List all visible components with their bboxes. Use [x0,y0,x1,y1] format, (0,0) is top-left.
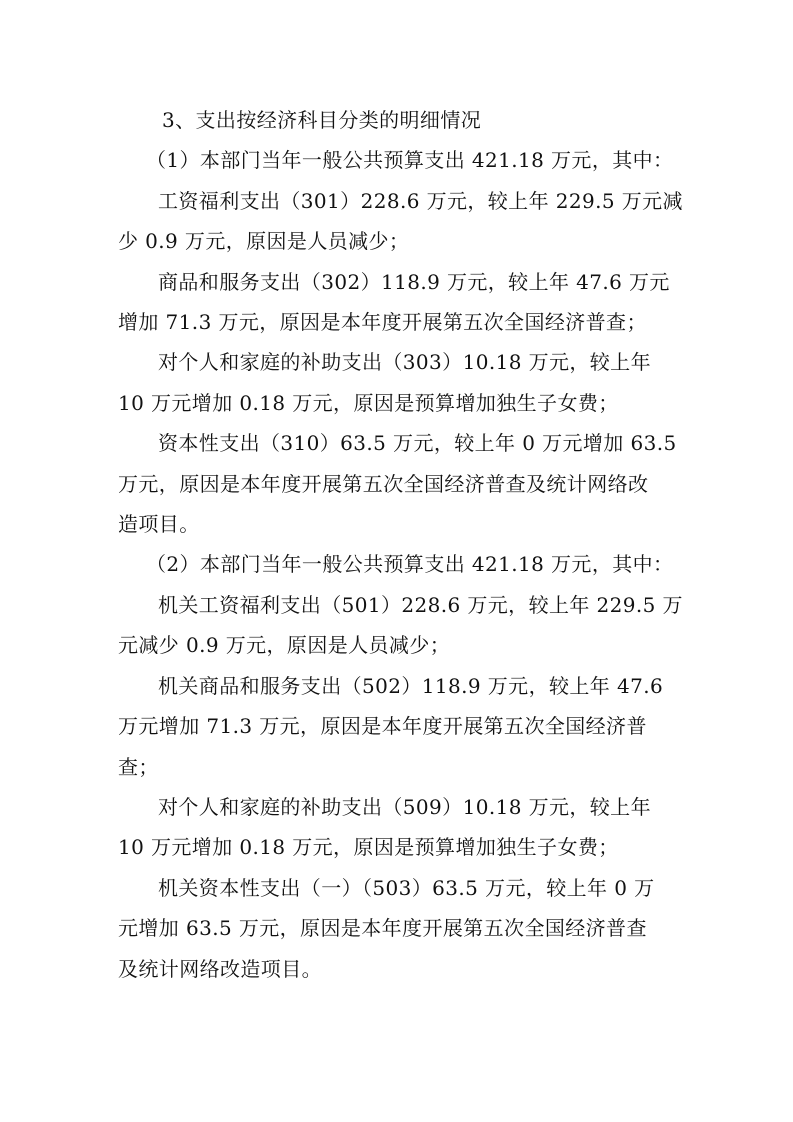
s2-item3-line1: 对个人和家庭的补助支出（509）10.18 万元，较上年 [158,794,651,819]
section1-intro: （1）本部门当年一般公共预算支出 421.18 万元，其中： [146,148,674,173]
s1-item3-line1: 对个人和家庭的补助支出（303）10.18 万元，较上年 [158,350,651,375]
s2-item1-line1: 机关工资福利支出（501）228.6 万元，较上年 229.5 万 [158,592,683,617]
s2-item4-line3: 及统计网络改造项目。 [118,956,322,981]
s2-item1-line2: 元减少 0.9 万元，原因是人员减少； [118,633,451,658]
s1-item4-line2: 万元，原因是本年度开展第五次全国经济普查及统计网络改 [118,471,649,496]
s1-item4-line1: 资本性支出（310）63.5 万元，较上年 0 万元增加 63.5 [158,431,677,456]
s1-item2-line2: 增加 71.3 万元，原因是本年度开展第五次全国经济普查； [118,310,647,335]
s1-item4-line3: 造项目。 [118,512,200,537]
s2-item2-line3: 查； [118,754,159,779]
s1-item1-line1: 工资福利支出（301）228.6 万元，较上年 229.5 万元减 [158,188,683,213]
s2-item2-line2: 万元增加 71.3 万元，原因是本年度开展第五次全国经济普 [118,714,647,739]
s1-item2-line1: 商品和服务支出（302）118.9 万元，较上年 47.6 万元 [158,269,670,294]
s1-item3-line2: 10 万元增加 0.18 万元，原因是预算增加独生子女费； [118,390,619,415]
section2-intro: （2）本部门当年一般公共预算支出 421.18 万元，其中： [146,552,674,577]
section-heading: 3、支出按经济科目分类的明细情况 [162,108,482,132]
s2-item4-line2: 元增加 63.5 万元，原因是本年度开展第五次全国经济普查 [118,916,647,941]
s1-item1-line2: 少 0.9 万元，原因是人员减少； [118,229,410,254]
document-body [118,100,683,989]
s2-item3-line2: 10 万元增加 0.18 万元，原因是预算增加独生子女费； [118,835,619,860]
s2-item2-line1: 机关商品和服务支出（502）118.9 万元，较上年 47.6 [158,673,664,698]
s2-item4-line1: 机关资本性支出（一）（503）63.5 万元，较上年 0 万 [158,875,655,900]
